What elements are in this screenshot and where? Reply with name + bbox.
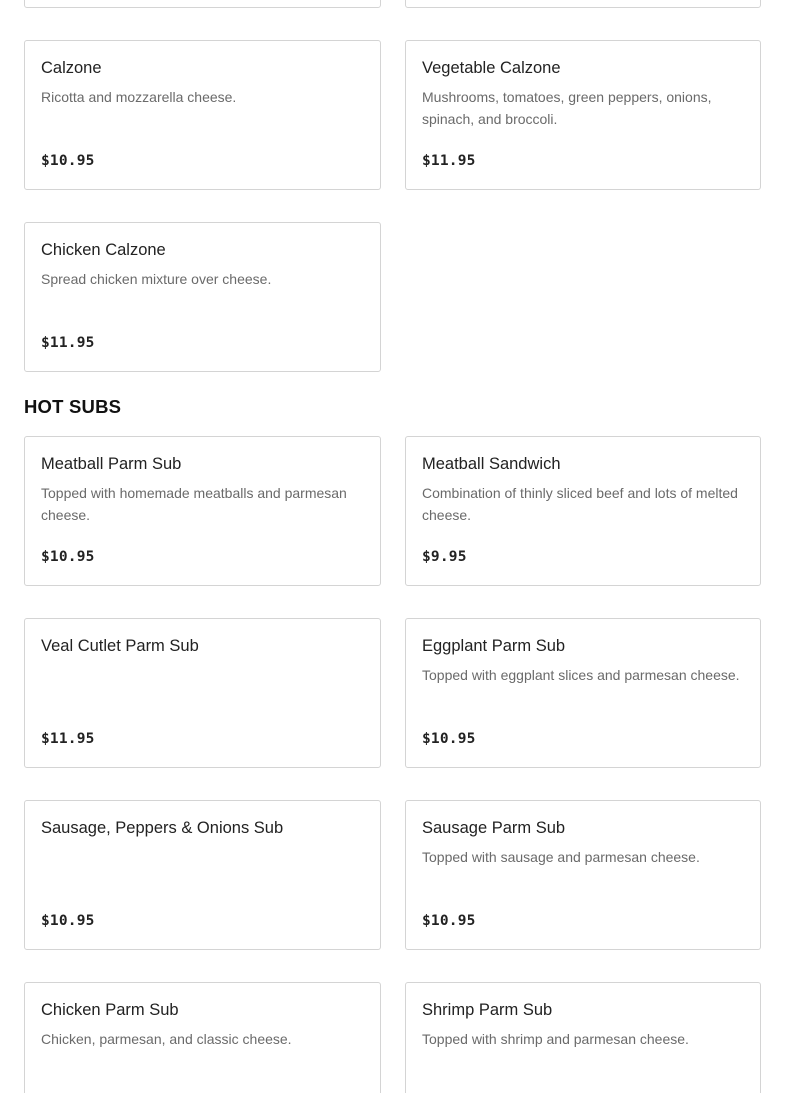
- menu-item-name: Sausage, Peppers & Onions Sub: [41, 819, 284, 837]
- menu-item-card-vegetable-calzone[interactable]: [405, 40, 761, 190]
- menu-item-name: Eggplant Parm Sub: [422, 637, 566, 655]
- menu-item-name: Calzone: [41, 59, 102, 77]
- menu-item-card-partial[interactable]: [24, 0, 381, 8]
- menu-item-name: Veal Cutlet Parm Sub: [41, 637, 199, 655]
- menu-item-description: Combination of thinly sliced beef and lots of melted cheese.: [422, 485, 738, 523]
- menu-item-description: Topped with shrimp and parmesan cheese.: [422, 1031, 689, 1047]
- menu-item-card-chicken-calzone[interactable]: [24, 222, 381, 372]
- menu-item-price: $11.95: [41, 731, 95, 747]
- menu-item-card-sausage-peppers-onions-sub[interactable]: [24, 800, 381, 950]
- menu-item-card-meatball-sandwich[interactable]: [405, 436, 761, 586]
- menu-item-name: Meatball Sandwich: [422, 455, 561, 473]
- menu-item-card-eggplant-parm-sub[interactable]: [405, 618, 761, 768]
- menu-item-price: $10.95: [422, 731, 476, 747]
- menu-item-description: Spread chicken mixture over cheese.: [41, 271, 272, 287]
- menu-item-price: $10.95: [41, 153, 95, 169]
- menu-item-price: $10.95: [41, 549, 95, 565]
- menu-item-card-meatball-parm-sub[interactable]: [24, 436, 381, 586]
- menu-item-card-calzone[interactable]: [24, 40, 381, 190]
- menu-item-description: Chicken, parmesan, and classic cheese.: [41, 1031, 292, 1047]
- menu-item-description: Topped with sausage and parmesan cheese.: [422, 849, 700, 865]
- menu-item-price: $10.95: [41, 913, 95, 929]
- menu-item-price: $9.95: [422, 549, 467, 565]
- menu-item-name: Meatball Parm Sub: [41, 455, 182, 473]
- menu-item-card-sausage-parm-sub[interactable]: [405, 800, 761, 950]
- menu-item-price: $11.95: [422, 153, 476, 169]
- menu-item-card-veal-cutlet-parm-sub[interactable]: [24, 618, 381, 768]
- menu-item-price: $10.95: [422, 913, 476, 929]
- menu-item-description: Topped with eggplant slices and parmesan cheese.: [422, 667, 740, 683]
- menu-item-name: Shrimp Parm Sub: [422, 1001, 553, 1019]
- menu-item-name: Vegetable Calzone: [422, 59, 561, 77]
- menu-item-price: $11.95: [41, 335, 95, 351]
- menu-item-description: Ricotta and mozzarella cheese.: [41, 89, 237, 105]
- menu-item-description: Mushrooms, tomatoes, green peppers, onions, spinach, and broccoli.: [422, 89, 712, 127]
- menu-item-card-chicken-parm-sub[interactable]: [24, 982, 381, 1093]
- menu-item-name: Chicken Calzone: [41, 241, 166, 259]
- menu-item-name: Chicken Parm Sub: [41, 1001, 179, 1019]
- menu-item-name: Sausage Parm Sub: [422, 819, 566, 837]
- menu-item-card-shrimp-parm-sub[interactable]: [405, 982, 761, 1093]
- section-title-hot-subs: HOT SUBS: [24, 396, 122, 417]
- menu-item-description: Topped with homemade meatballs and parmesan cheese.: [41, 485, 347, 523]
- menu-item-card-partial[interactable]: [405, 0, 761, 8]
